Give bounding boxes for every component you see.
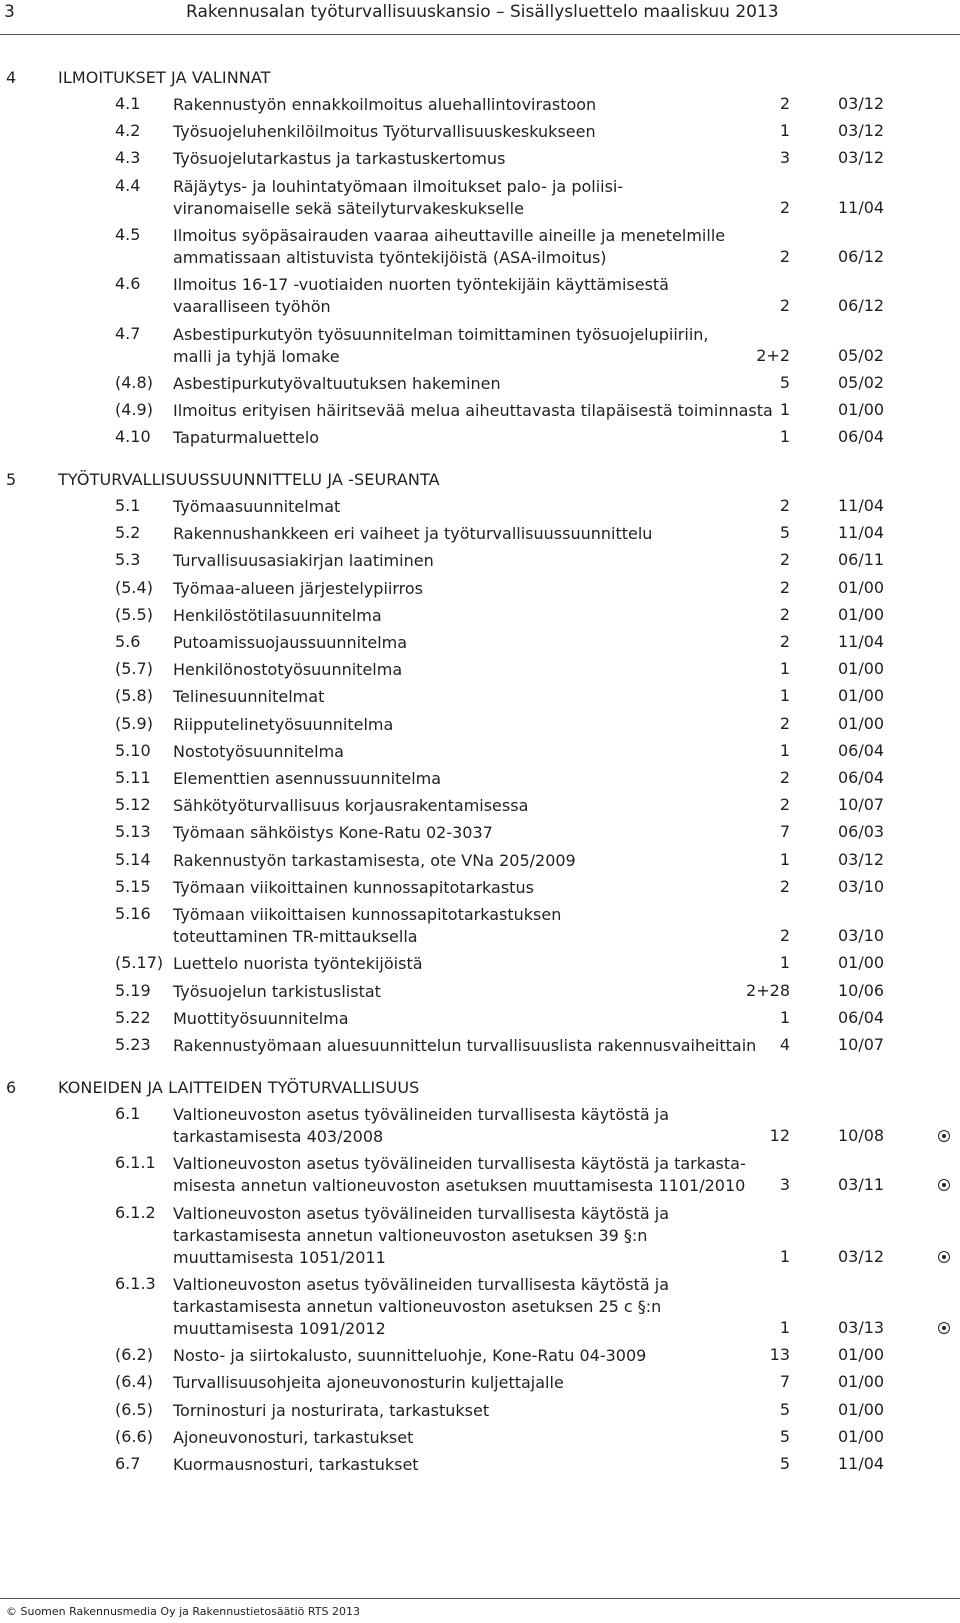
section-title: ILMOITUKSET JA VALINNAT [58,68,271,87]
entry-title: Ajoneuvonosturi, tarkastukset [173,1427,414,1447]
entry-date: 11/04 [838,197,885,217]
entry-date: 06/04 [838,768,885,787]
entry-date: 01/00 [838,659,885,679]
entry-page-count: 5 [779,523,790,543]
section-title: KONEIDEN JA LAITTEIDEN TYÖTURVALLISUUS [58,1078,420,1097]
entry-page-count: 1 [779,1246,790,1266]
entry-title: Elementtien asennussuunnitelma [173,769,442,788]
entry-title: Riipputelinetyösuunnitelma [173,714,394,734]
entry-date: 03/12 [838,1246,885,1266]
entry-title: Henkilönostotyösuunnitelma [173,660,403,680]
page-number: 3 [4,2,15,22]
entry-page-count: 2 [779,197,790,217]
entry-page-count: 2 [779,577,790,597]
entry-date: 11/04 [838,496,885,515]
section-title: TYÖTURVALLISUUSSUUNNITTELU JA -SEURANTA [58,470,440,489]
entry-title: Telinesuunnitelmat [173,687,325,707]
entry-page-count: 3 [779,148,790,168]
entry-page-count: 13 [769,1345,790,1365]
entry-page-count: 2 [779,926,790,945]
entry-page-count: 1 [779,400,790,419]
entry-title: Työmaa-alueen järjestelypiirros [173,578,423,598]
entry-number: 5.6 [115,632,141,651]
section-number: 4 [6,68,17,87]
target-circle-icon [938,1130,950,1142]
entry-date: 01/00 [838,1426,885,1446]
entry-title: Ilmoitus erityisen häiritsevää melua aiheuttavasta tilapäisestä toiminnasta [173,401,773,420]
entry-number: 5.11 [115,768,151,787]
entry-date: 01/00 [838,1399,885,1419]
entry-page-count: 1 [779,849,790,869]
entry-title: Valtioneuvoston asetus työvälineiden turvallisesta käytöstä ja tarkastamisesta 403/2008 [173,1105,669,1146]
entry-page-count: 2 [779,246,790,266]
entry-page-count: 2 [779,94,790,113]
entry-number: 6.1.1 [115,1153,156,1173]
entry-date: 06/04 [838,740,885,760]
entry-date: 10/07 [838,795,885,815]
entry-number: (5.9) [115,713,153,733]
entry-page-count: 1 [779,686,790,706]
entry-date: 01/00 [838,577,885,597]
entry-date: 03/11 [838,1175,885,1195]
entry-title: Rakennustyön ennakkoilmoitus aluehallintovirastoon [173,95,597,114]
entry-title: Turvallisuusohjeita ajoneuvonosturin kuljettajalle [173,1373,564,1393]
entry-page-count: 5 [779,372,790,392]
entry-title: Muottityösuunnitelma [173,1008,349,1028]
entry-date: 11/04 [838,523,885,543]
entry-date: 03/12 [838,94,885,113]
entry-page-count: 2 [779,713,790,733]
entry-number: (5.4) [115,577,153,597]
entry-title: Asbestipurkutyön työsuunnitelman toimittaminen työsuojelupiiriin, malli ja tyhjä lomake [173,324,709,366]
entry-page-count: 1 [779,427,790,447]
page-header [0,0,960,28]
entry-date: 06/12 [838,246,885,266]
entry-number: 4.1 [115,94,141,113]
entry-title: Nostotyösuunnitelma [173,741,344,761]
entry-date: 11/04 [838,632,885,651]
entry-number: (6.4) [115,1372,153,1392]
entry-number: 5.1 [115,496,141,515]
entry-number: (6.2) [115,1345,153,1365]
entry-number: 5.12 [115,795,151,815]
entry-page-count: 2 [779,296,790,316]
entry-title: Henkilöstötilasuunnitelma [173,605,382,625]
header-divider [0,34,960,35]
entry-date: 06/04 [838,1007,885,1027]
entry-number: 5.3 [115,550,141,570]
target-circle-icon [938,1179,950,1191]
entry-title: Tapaturmaluettelo [173,428,320,448]
entry-page-count: 1 [779,740,790,760]
entry-title: Valtioneuvoston asetus työvälineiden turvallisesta käytöstä ja tarkastamisesta annetun valtioneuvoston asetuksen 25 c §:n muuttamisesta 1091/2012 [173,1274,669,1338]
target-circle-icon [938,1251,950,1263]
entry-date: 10/07 [838,1034,885,1054]
new-marker-icon [938,1251,950,1263]
entry-page-count: 1 [779,1007,790,1027]
entry-number: 5.23 [115,1034,151,1054]
entry-date: 01/00 [838,686,885,706]
entry-page-count: 1 [779,1317,790,1337]
entry-number: 6.1 [115,1104,141,1123]
footer-divider [0,1598,960,1599]
entry-date: 01/00 [838,1345,885,1365]
entry-number: 4.3 [115,148,141,168]
entry-date: 10/06 [838,980,885,1000]
section-number: 6 [6,1078,17,1097]
entry-title: Rakennustyön tarkastamisesta, ote VNa 205/2009 [173,850,576,870]
new-marker-icon [938,1130,950,1142]
entry-number: 5.19 [115,980,151,1000]
entry-page-count: 12 [769,1126,790,1145]
entry-date: 03/12 [838,148,885,168]
target-circle-icon [938,1322,950,1334]
entry-date: 01/00 [838,400,885,419]
entry-number: 6.1.3 [115,1273,156,1293]
entry-number: 4.2 [115,121,141,141]
entry-page-count: 7 [779,822,790,842]
entry-title: Luettelo nuorista työntekijöistä [173,954,423,974]
entry-date: 10/08 [838,1126,885,1145]
entry-title: Työmaan viikoittainen kunnossapitotarkastus [173,877,534,897]
entry-number: 4.5 [115,224,141,244]
entry-number: (6.6) [115,1426,153,1446]
entry-number: 4.4 [115,175,141,195]
entry-title: Asbestipurkutyövaltuutuksen hakeminen [173,373,501,393]
entry-title: Sähkötyöturvallisuus korjausrakentamisessa [173,796,529,816]
entry-page-count: 2 [779,632,790,651]
entry-title: Rakennushankkeen eri vaiheet ja työturvallisuussuunnittelu [173,524,653,544]
entry-number: 5.13 [115,822,151,842]
entry-number: 4.7 [115,323,141,343]
entry-date: 06/03 [838,822,885,842]
entry-title: Ilmoitus 16-17 -vuotiaiden nuorten työntekijäin käyttämisestä vaaralliseen työhön [173,275,669,317]
entry-page-count: 3 [779,1175,790,1195]
entry-title: Työmaan sähköistys Kone-Ratu 02-3037 [173,823,493,843]
entry-number: 6.1.2 [115,1202,156,1222]
entry-number: (4.8) [115,372,153,392]
entry-page-count: 4 [779,1034,790,1054]
entry-page-count: 2 [779,604,790,624]
entry-title: Työsuojelun tarkistuslistat [173,981,381,1001]
entry-date: 01/00 [838,604,885,624]
entry-date: 05/02 [838,372,885,392]
entry-number: (5.17) [115,953,164,973]
section-number: 5 [6,470,17,489]
entry-date: 05/02 [838,345,885,365]
entry-title: Työsuojeluhenkilöilmoitus Työturvallisuuskeskukseen [173,122,596,142]
entry-page-count: 2 [779,496,790,515]
entry-page-count: 5 [779,1426,790,1446]
entry-date: 06/12 [838,296,885,316]
entry-date: 03/12 [838,849,885,869]
new-marker-icon [938,1322,950,1334]
entry-date: 06/04 [838,427,885,447]
entry-title: Valtioneuvoston asetus työvälineiden turvallisesta käytöstä ja tarkasta- misesta annetun valtioneuvoston asetuksen muuttamisesta 1101/2010 [173,1154,746,1196]
new-marker-icon [938,1179,950,1191]
entry-page-count: 5 [779,1454,790,1473]
entry-number: 5.10 [115,740,151,760]
copyright-footer: © Suomen Rakennusmedia Oy ja Rakennustietosäätiö RTS 2013 [6,1605,360,1618]
entry-number: (5.7) [115,659,153,679]
entry-date: 03/12 [838,121,885,141]
entry-number: (5.8) [115,686,153,706]
entry-date: 06/11 [838,550,885,570]
entry-number: 5.15 [115,876,151,896]
entry-title: Valtioneuvoston asetus työvälineiden turvallisesta käytöstä ja tarkastamisesta annetun valtioneuvoston asetuksen 39 §:n muuttamisesta 1051/2011 [173,1203,669,1267]
entry-number: 5.22 [115,1007,151,1027]
entry-page-count: 2 [779,795,790,815]
entry-title: Työmaan viikoittaisen kunnossapitotarkastuksen toteuttaminen TR-mittauksella [173,905,562,946]
page-title: Rakennusalan työturvallisuuskansio – Sisällysluettelo maaliskuu 2013 [186,2,779,22]
entry-number: 4.10 [115,427,151,447]
entry-title: Nosto- ja siirtokalusto, suunnitteluohje, Kone-Ratu 04-3009 [173,1346,647,1366]
entry-page-count: 2 [779,876,790,896]
entry-title: Ilmoitus syöpäsairauden vaaraa aiheuttaville aineille ja menetelmille ammatissaan altistuvista työntekijöistä (ASA-ilmoitus) [173,225,726,267]
entry-number: 6.7 [115,1454,141,1473]
entry-number: 4.6 [115,274,141,294]
entry-page-count: 1 [779,121,790,141]
entry-title: Räjäytys- ja louhintatyömaan ilmoitukset palo- ja poliisi- viranomaiselle sekä säteilyturvakeskukselle [173,176,624,218]
entry-number: 5.14 [115,849,151,869]
entry-page-count: 5 [779,1399,790,1419]
entry-title: Kuormausnosturi, tarkastukset [173,1455,419,1474]
entry-page-count: 7 [779,1372,790,1392]
entry-page-count: 2+28 [746,980,790,1000]
entry-title: Työsuojelutarkastus ja tarkastuskertomus [173,149,506,169]
entry-page-count: 2 [779,768,790,787]
entry-number: (6.5) [115,1399,153,1419]
entry-date: 01/00 [838,1372,885,1392]
entry-page-count: 2 [779,550,790,570]
entry-date: 03/10 [838,876,885,896]
entry-date: 03/13 [838,1317,885,1337]
entry-date: 01/00 [838,953,885,973]
entry-page-count: 2+2 [756,345,790,365]
entry-title: Työmaasuunnitelmat [173,497,341,516]
entry-number: 5.2 [115,523,141,543]
entry-number: (4.9) [115,400,153,419]
entry-date: 03/10 [838,926,885,945]
entry-page-count: 1 [779,659,790,679]
entry-date: 01/00 [838,713,885,733]
entry-title: Putoamissuojaussuunnitelma [173,633,408,652]
entry-page-count: 1 [779,953,790,973]
entry-title: Torninosturi ja nosturirata, tarkastukset [173,1400,490,1420]
entry-title: Rakennustyömaan aluesuunnittelun turvallisuuslista rakennusvaiheittain [173,1035,757,1055]
entry-date: 11/04 [838,1454,885,1473]
entry-number: (5.5) [115,604,153,624]
entry-title: Turvallisuusasiakirjan laatiminen [173,551,434,571]
entry-number: 5.16 [115,904,151,923]
